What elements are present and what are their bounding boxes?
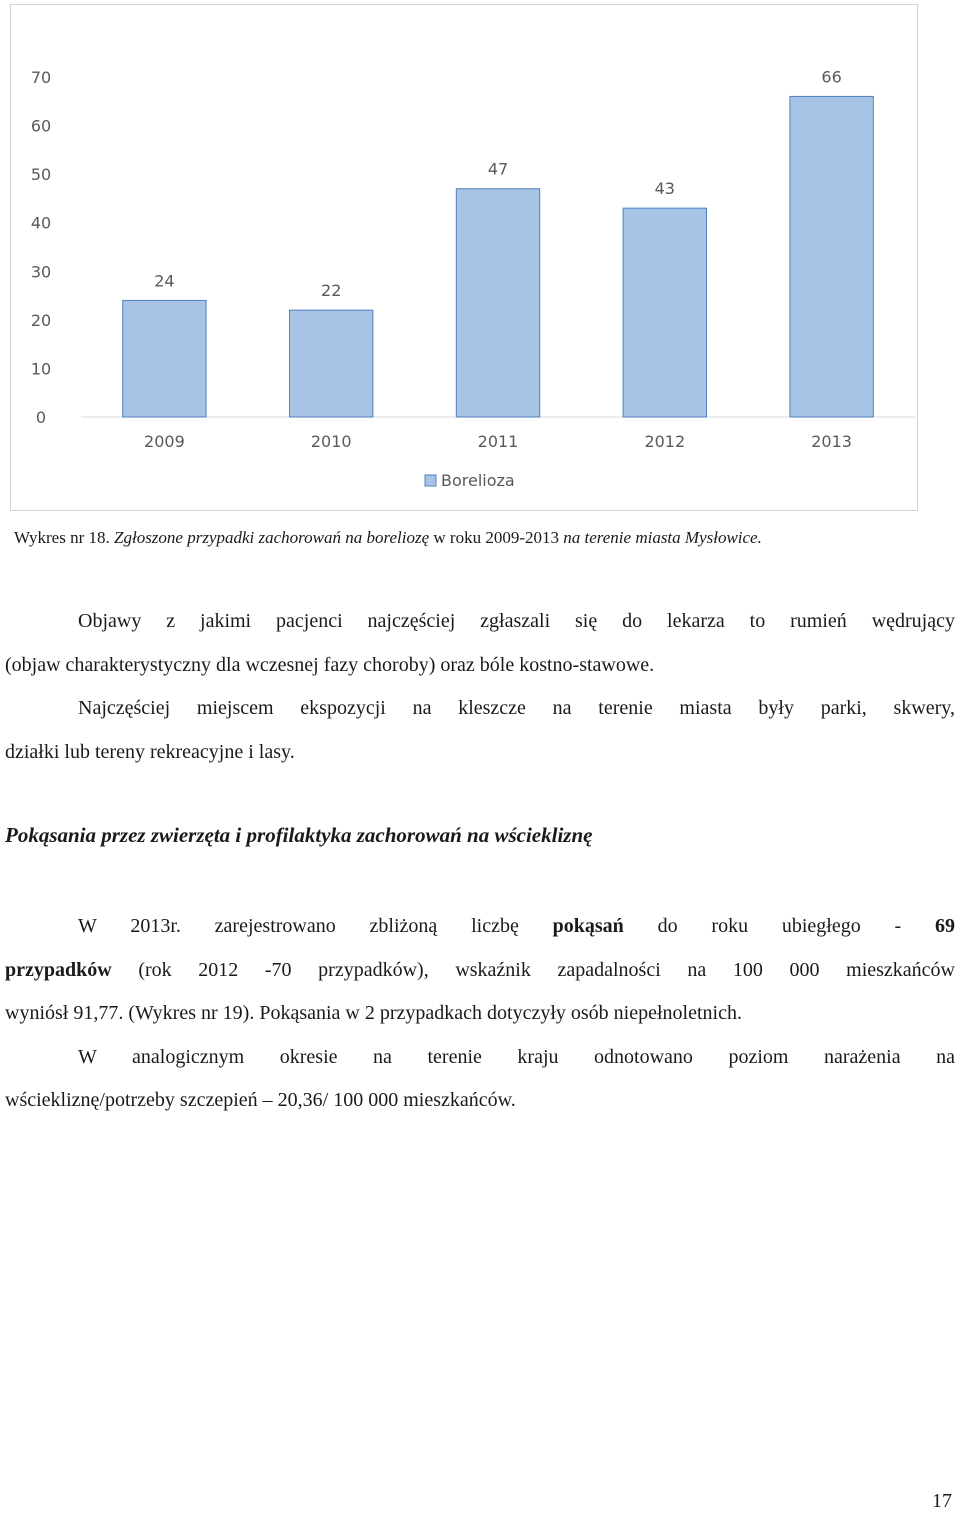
y-tick-label: 20 [30, 310, 52, 330]
bar [790, 96, 873, 417]
bold-text: pokąsań [552, 915, 624, 937]
data-label: 66 [821, 67, 842, 87]
caption-italic-location: na terenie miasta Mysłowice. [563, 528, 762, 547]
y-tick-label: 40 [30, 213, 52, 233]
data-label: 22 [321, 281, 342, 301]
y-tick-label: 30 [30, 262, 52, 282]
chart-caption [14, 528, 762, 548]
y-tick-label: 60 [30, 116, 52, 136]
bar [290, 310, 373, 417]
y-tick-label: 0 [35, 408, 47, 427]
data-label: 47 [487, 159, 509, 179]
chart-container [10, 4, 918, 511]
x-tick-label: 2013 [811, 432, 852, 451]
data-label: 43 [654, 179, 675, 199]
paragraph-line [5, 949, 955, 993]
page-number: 17 [932, 1490, 952, 1512]
paragraph-symptoms [5, 600, 955, 774]
paragraph-line: Najczęściej miejscem ekspozycji na kleszcze na terenie miasta były parki, skwery, [78, 697, 955, 719]
x-tick-label: 2011 [477, 432, 519, 451]
caption-italic-title: Zgłoszone przypadki zachorowań na boreliozę [114, 528, 434, 547]
paragraph-line: działki lub tereny rekreacyjne i lasy. [5, 740, 295, 763]
data-label: 24 [154, 271, 175, 291]
bar [623, 208, 706, 417]
paragraph-bites [5, 905, 955, 1123]
paragraph-line: (objaw charakterystyczny dla wczesnej fazy choroby) oraz bóle kostno-stawowe. [5, 653, 655, 676]
text-run: W 2013r. zarejestrowano zbliżoną liczbę [78, 915, 553, 937]
caption-prefix: Wykres nr 18. [14, 528, 115, 547]
paragraph-line: wyniósł 91,77. (Wykres nr 19). Pokąsania w 2 przypadkach dotyczyły osób niepełnoletnich. [5, 1002, 742, 1024]
section-heading: Pokąsania przez zwierzęta i profilaktyka zachorowań na wściekliznę [5, 823, 593, 847]
paragraph-line [5, 905, 955, 949]
x-tick-label: 2009 [144, 432, 185, 451]
y-tick-label: 50 [30, 165, 52, 185]
y-tick-label: 70 [30, 68, 52, 87]
paragraph-line: wściekliznę/potrzeby szczepień – 20,36/ 100 000 mieszkańców. [5, 1089, 516, 1111]
paragraph-line: Objawy z jakimi pacjenci najczęściej zgłaszali się do lekarza to rumień wędrujący [78, 610, 955, 632]
bar [123, 300, 206, 417]
x-tick-label: 2012 [644, 432, 686, 451]
bar [456, 189, 539, 417]
legend-swatch [425, 475, 436, 486]
bold-text: przypadków [5, 958, 112, 981]
caption-years: w roku 2009-2013 [433, 528, 564, 547]
legend-label: Borelioza [441, 471, 515, 490]
text-run: do roku ubiegłego - [623, 915, 936, 937]
paragraph-line: W analogicznym okresie na terenie kraju odnotowano poziom narażenia na [78, 1045, 955, 1068]
text-run: (rok 2012 -70 przypadków), wskaźnik zapadalności na 100 000 mieszkańców [111, 958, 955, 981]
y-tick-label: 10 [30, 359, 52, 379]
x-tick-label: 2010 [310, 432, 352, 451]
bar-chart [11, 5, 919, 512]
bold-text: 69 [935, 915, 956, 937]
